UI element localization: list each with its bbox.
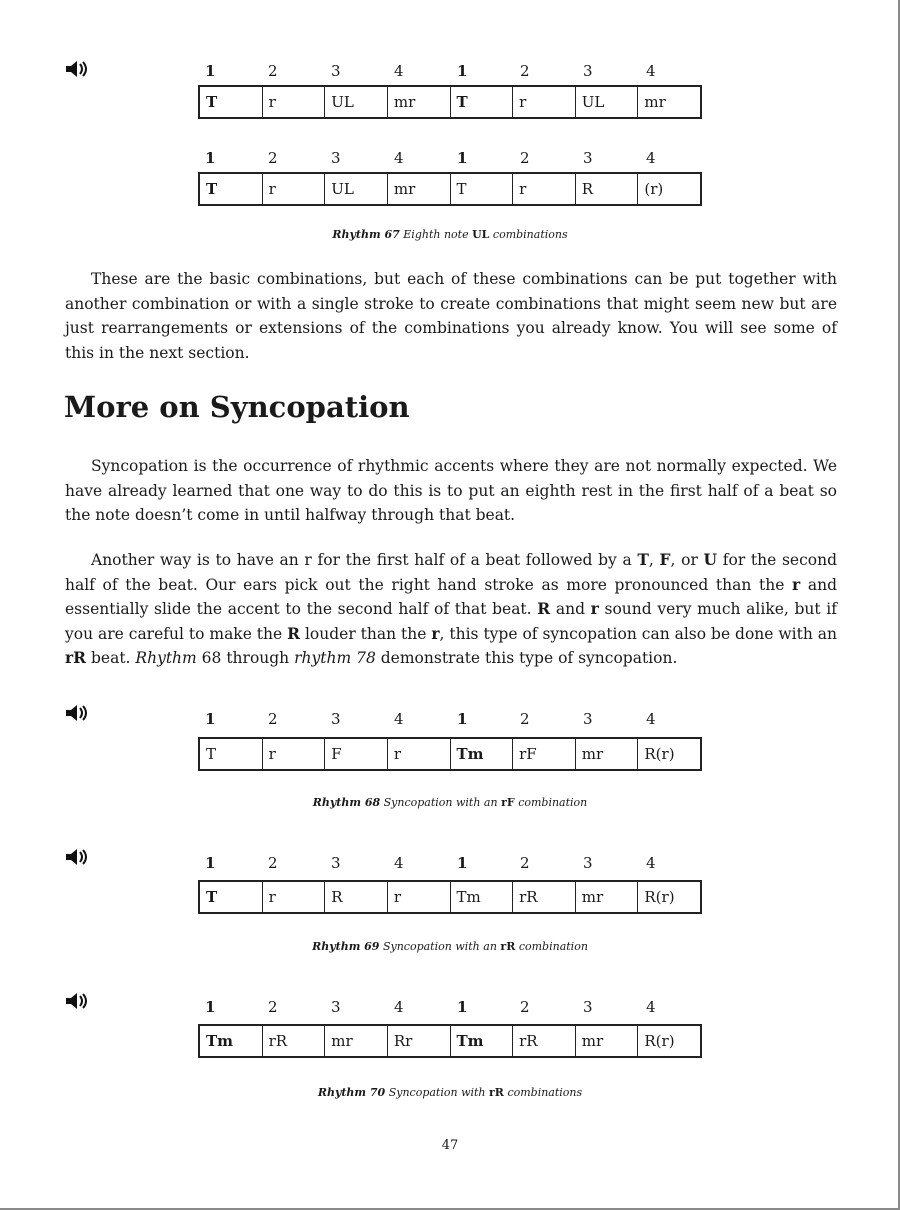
beat-number: 3 bbox=[331, 149, 341, 167]
beat-numbers bbox=[199, 710, 703, 730]
beat-number: 4 bbox=[394, 62, 404, 80]
stroke-cell: r bbox=[388, 882, 451, 912]
beat-numbers bbox=[199, 149, 703, 169]
stroke-cell: F bbox=[325, 739, 388, 769]
caption-text: combination bbox=[518, 796, 588, 809]
caption-strong: UL bbox=[472, 228, 490, 241]
beat-number: 4 bbox=[394, 998, 404, 1016]
stroke-cell: r bbox=[263, 87, 326, 117]
stroke-cell: R(r) bbox=[644, 745, 675, 763]
body-paragraph: Syncopation is the occurrence of rhythmic accents where they are not normally expected. We have already learned that one way to do this is to put an eighth rest in the first half of a beat so the note doesn’t come in until halfway through that beat. bbox=[65, 457, 837, 524]
beat-number: 3 bbox=[583, 149, 593, 167]
caption-text: combination bbox=[518, 940, 588, 953]
caption-text: combinations bbox=[507, 1086, 583, 1099]
beat-number: 1 bbox=[457, 854, 468, 872]
caption-text: Syncopation with an bbox=[383, 796, 498, 809]
stroke-cell: T bbox=[200, 739, 263, 769]
speaker-icon[interactable] bbox=[64, 58, 94, 84]
beat-number: 4 bbox=[394, 710, 404, 728]
rhythm-67-row-1 bbox=[198, 85, 702, 119]
stroke-cell: r bbox=[263, 174, 326, 204]
stroke-cell: Tm bbox=[451, 882, 514, 912]
beat-number: 1 bbox=[205, 710, 216, 728]
beat-number: 2 bbox=[268, 149, 278, 167]
stroke-cell: rR bbox=[513, 882, 576, 912]
stroke-cell: Tm bbox=[200, 1026, 263, 1056]
section-heading: More on Syncopation bbox=[64, 390, 410, 424]
caption-text: combinations bbox=[492, 228, 568, 241]
beat-number: 4 bbox=[646, 62, 656, 80]
caption-strong: rR bbox=[489, 1086, 504, 1099]
stroke-cell: T bbox=[200, 882, 263, 912]
beat-number: 4 bbox=[646, 998, 656, 1016]
stroke-cell: r bbox=[388, 739, 451, 769]
beat-number: 1 bbox=[205, 149, 216, 167]
figure-caption bbox=[0, 796, 900, 809]
beat-number: 3 bbox=[583, 62, 593, 80]
beat-number: 3 bbox=[583, 710, 593, 728]
stroke-cell: R(r) bbox=[644, 888, 675, 906]
stroke-cell: r bbox=[513, 87, 576, 117]
beat-number: 2 bbox=[268, 710, 278, 728]
beat-numbers bbox=[199, 854, 703, 874]
beat-number: 3 bbox=[331, 854, 341, 872]
beat-number: 3 bbox=[583, 998, 593, 1016]
beat-number: 4 bbox=[394, 149, 404, 167]
beat-number: 3 bbox=[331, 62, 341, 80]
stroke-cell: mr bbox=[576, 882, 639, 912]
body-paragraph: These are the basic combinations, but each of these combinations can be put together with another combination or with a single stroke to create combinations that might seem new but are just rearrangements or extensions of the combinations you already know. You will see some of this in the next section. bbox=[65, 270, 837, 362]
stroke-cell: mr bbox=[325, 1026, 388, 1056]
stroke-cell: mr bbox=[388, 174, 451, 204]
stroke-cell: T bbox=[451, 87, 514, 117]
caption-text: Syncopation with bbox=[388, 1086, 486, 1099]
stroke-cell: r bbox=[263, 882, 326, 912]
caption-label: Rhythm 68 bbox=[312, 796, 381, 809]
beat-number: 3 bbox=[331, 710, 341, 728]
stroke-cell: rR bbox=[263, 1026, 326, 1056]
stroke-cell: T bbox=[200, 174, 263, 204]
beat-number: 2 bbox=[520, 149, 530, 167]
beat-number: 1 bbox=[205, 998, 216, 1016]
beat-number: 1 bbox=[457, 710, 468, 728]
stroke-cell: R bbox=[325, 882, 388, 912]
caption-text: Syncopation with an bbox=[382, 940, 497, 953]
stroke-cell: rR bbox=[513, 1026, 576, 1056]
rhythm-67-row-2 bbox=[198, 172, 702, 206]
beat-number: 2 bbox=[268, 998, 278, 1016]
beat-numbers bbox=[199, 998, 703, 1018]
beat-number: 1 bbox=[457, 149, 468, 167]
beat-number: 1 bbox=[205, 62, 216, 80]
stroke-cell: R(r) bbox=[644, 1032, 675, 1050]
speaker-icon[interactable] bbox=[64, 990, 94, 1016]
beat-number: 3 bbox=[583, 854, 593, 872]
stroke-cell: Tm bbox=[451, 739, 514, 769]
stroke-cell: R bbox=[576, 174, 639, 204]
beat-number: 4 bbox=[646, 854, 656, 872]
stroke-cell: T bbox=[451, 174, 514, 204]
stroke-cell: UL bbox=[325, 87, 388, 117]
beat-number: 1 bbox=[457, 62, 468, 80]
stroke-cell: mr bbox=[388, 87, 451, 117]
figure-caption bbox=[0, 1086, 900, 1099]
page-number: 47 bbox=[441, 1138, 459, 1153]
beat-number: 4 bbox=[646, 149, 656, 167]
stroke-cell: mr bbox=[644, 93, 666, 111]
beat-number: 2 bbox=[520, 998, 530, 1016]
stroke-cell: (r) bbox=[644, 180, 664, 198]
beat-number: 3 bbox=[331, 998, 341, 1016]
stroke-cell: Rr bbox=[388, 1026, 451, 1056]
stroke-cell: r bbox=[513, 174, 576, 204]
caption-label: Rhythm 70 bbox=[317, 1086, 386, 1099]
body-paragraph: Another way is to have an r for the first half of a beat followed by a T, F, or U for the second half of the beat. Our ears pick out the right hand stroke as more pronounced than the r and essentially slide the accent to the second half of that beat. R and r sound very much alike, but if you are careful to make the R louder than the r, this type of syncopation can also be done with an rR beat. Rhythm 68 through rhythm 78 demonstrate this type of syncopation. bbox=[65, 550, 837, 667]
stroke-cell: UL bbox=[576, 87, 639, 117]
stroke-cell: rF bbox=[513, 739, 576, 769]
beat-numbers bbox=[199, 62, 703, 82]
beat-number: 2 bbox=[520, 62, 530, 80]
beat-number: 2 bbox=[520, 854, 530, 872]
rhythm-68-row bbox=[198, 737, 702, 771]
beat-number: 1 bbox=[205, 854, 216, 872]
caption-strong: rR bbox=[500, 940, 516, 953]
rhythm-70-row bbox=[198, 1024, 702, 1058]
beat-number: 2 bbox=[268, 62, 278, 80]
speaker-icon[interactable] bbox=[64, 846, 94, 872]
rhythm-69-row bbox=[198, 880, 702, 914]
beat-number: 2 bbox=[268, 854, 278, 872]
beat-number: 4 bbox=[394, 854, 404, 872]
beat-number: 2 bbox=[520, 710, 530, 728]
stroke-cell: T bbox=[200, 87, 263, 117]
stroke-cell: r bbox=[263, 739, 326, 769]
speaker-icon[interactable] bbox=[64, 702, 94, 728]
stroke-cell: mr bbox=[576, 1026, 639, 1056]
caption-text: Eighth note bbox=[403, 228, 469, 241]
stroke-cell: Tm bbox=[451, 1026, 514, 1056]
figure-caption bbox=[0, 940, 900, 953]
beat-number: 1 bbox=[457, 998, 468, 1016]
stroke-cell: UL bbox=[325, 174, 388, 204]
beat-number: 4 bbox=[646, 710, 656, 728]
caption-label: Rhythm 69 bbox=[312, 940, 380, 953]
figure-caption bbox=[0, 228, 900, 241]
caption-strong: rF bbox=[501, 796, 515, 809]
stroke-cell: mr bbox=[576, 739, 639, 769]
caption-label: Rhythm 67 bbox=[332, 228, 400, 241]
